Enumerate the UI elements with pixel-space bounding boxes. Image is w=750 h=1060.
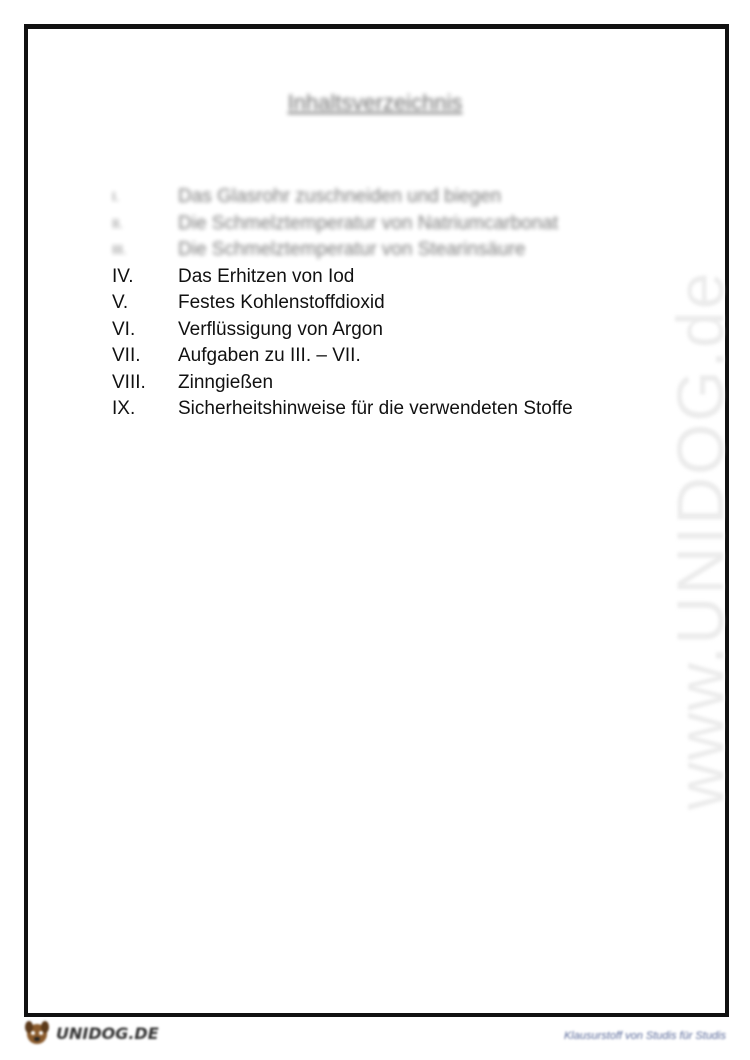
toc-number: I. [112, 189, 120, 204]
toc-text: Die Schmelztemperatur von Stearinsäure [178, 239, 526, 260]
toc-number: VI. [112, 318, 136, 340]
toc-number: III. [112, 242, 127, 257]
toc-number: IX. [112, 398, 136, 419]
page-title: Inhaltsverzeichnis [287, 90, 463, 115]
watermark: www.UNIDOG.de [663, 270, 737, 810]
unidog-logo [22, 1016, 159, 1050]
toc-text: Festes Kohlenstoffdioxid [178, 292, 385, 313]
dog-mascot-icon [22, 1018, 52, 1048]
toc-text: Zinngießen [178, 371, 274, 393]
toc-entry [112, 370, 573, 397]
toc-entry [112, 211, 573, 238]
toc-text: Verflüssigung von Argon [178, 318, 383, 340]
toc-entry [112, 317, 573, 344]
toc-text: Sicherheitshinweise für die verwendeten Stoffe [178, 398, 573, 419]
toc-entry [112, 184, 573, 211]
toc-text: Das Glasrohr zuschneiden und biegen [178, 186, 502, 207]
logo-text: UNIDOG.DE [56, 1023, 159, 1043]
toc-number: V. [112, 292, 129, 313]
toc-entry [112, 343, 573, 370]
toc-entry [112, 264, 573, 291]
toc-text: Die Schmelztemperatur von Natriumcarbonat [178, 212, 559, 234]
toc-entry [112, 396, 573, 423]
toc-entry [112, 290, 573, 317]
toc-text: Das Erhitzen von Iod [178, 265, 355, 287]
toc-number: VIII. [112, 371, 146, 393]
toc-number: IV. [112, 265, 134, 287]
toc-entry [112, 237, 573, 264]
table-of-contents [112, 184, 573, 423]
toc-number: II. [112, 215, 123, 231]
toc-number: VII. [112, 345, 141, 366]
footer-note: Klausurstoff von Studis für Studis [563, 1030, 726, 1042]
toc-text: Aufgaben zu III. – VII. [178, 345, 361, 366]
